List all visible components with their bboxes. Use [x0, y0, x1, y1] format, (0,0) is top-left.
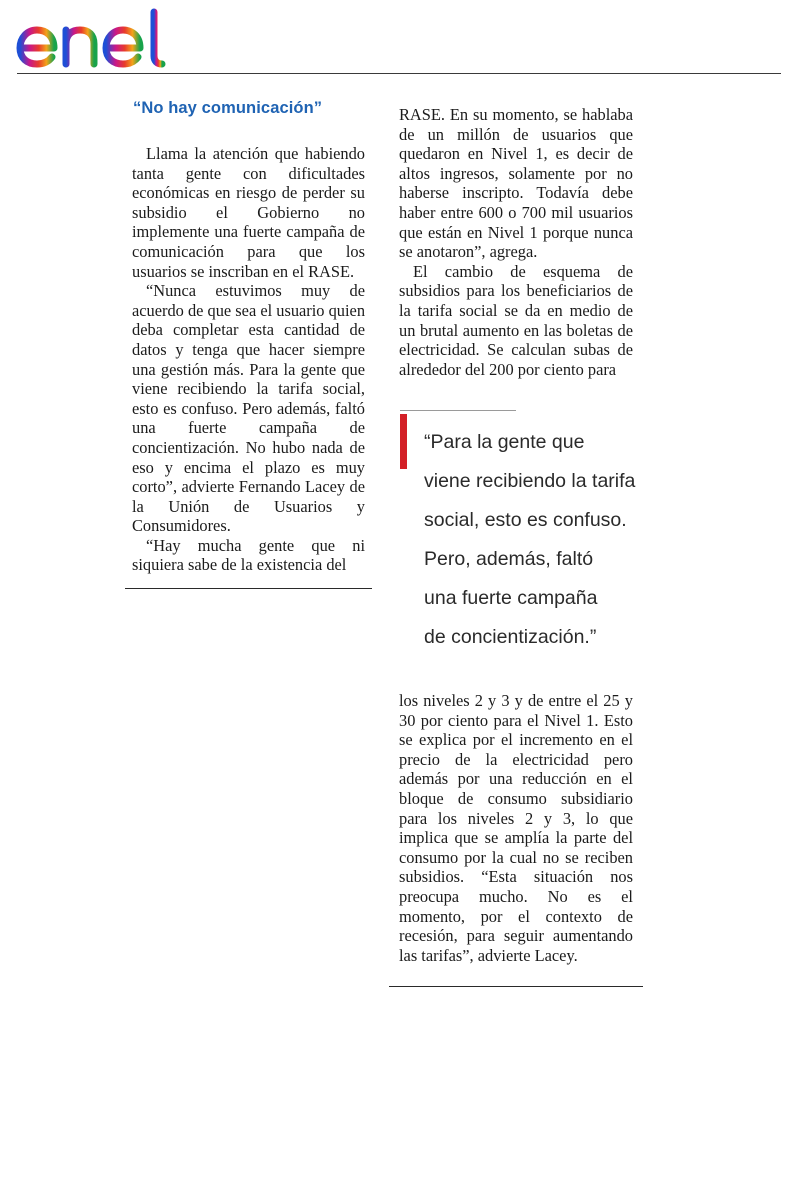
paragraph: El cambio de esquema de subsidios para los beneficiarios de la tarifa social se da en medio de un brutal aumento en las boletas de electricidad. Se calculan subas de alrededor del 200 por ciento para	[399, 261, 633, 379]
pullquote-line: “Para la gente que	[424, 431, 585, 453]
enel-logo-graphic	[14, 6, 184, 68]
pullquote-line: social, esto es confuso.	[424, 509, 627, 531]
pullquote-line: viene recibiendo la tarifa	[424, 470, 636, 492]
pullquote-line: una fuerte campaña	[424, 587, 598, 609]
column-1-end-rule	[125, 588, 372, 589]
pullquote-line: de concientización.”	[424, 626, 597, 648]
pullquote-line: Pero, además, faltó	[424, 548, 594, 570]
article-column-2-continued	[399, 691, 633, 965]
pullquote-accent-bar	[400, 414, 407, 469]
header-divider	[17, 73, 781, 74]
paragraph: “Hay mucha gente que ni siquiera sabe de la existencia del	[132, 535, 365, 575]
paragraph: los niveles 2 y 3 y de entre el 25 y 30 por ciento para el Nivel 1. Esto se explica por el incremento en el precio de la electricidad pero además por una reducción en el bloque de consumo subsidiario para los niveles 2 y 3, lo que implica que se amplía la parte del consumo por la cual no se reciben subsidios. “Esta situación nos preocupa mucho. No es el momento, por el contexto de recesión, para seguir aumentando las tarifas”, advierte Lacey.	[399, 691, 633, 965]
column-2-end-rule	[389, 986, 643, 987]
paragraph: Llama la atención que habiendo tanta gente con dificultades económicas en riesgo de perder su subsidio el Gobierno no implemente una fuerte campaña de comunicación para que los usuarios se inscriban en el RASE.	[132, 144, 365, 281]
article-column-1	[132, 144, 365, 575]
pullquote	[424, 423, 644, 657]
article-column-2	[399, 105, 633, 379]
section-heading: “No hay comunicación”	[133, 99, 323, 117]
pullquote-top-rule	[400, 410, 516, 411]
paragraph: RASE. En su momento, se hablaba de un millón de usuarios que quedaron en Nivel 1, es decir de altos ingresos, solamente por no haberse inscripto. Todavía debe haber entre 600 o 700 mil usuarios que están en Nivel 1 porque nunca se anotaron”, agrega.	[399, 105, 633, 262]
paragraph: “Nunca estuvimos muy de acuerdo de que sea el usuario quien deba completar esta cantidad de datos y tenga que hacer siempre una gestión más. Para la gente que viene recibiendo la tarifa social, esto es confuso. Pero además, faltó una fuerte campaña de concientización. No hubo nada de eso y encima el plazo es muy corto”, advierte Fernando Lacey de la Unión de Usuarios y Consumidores.	[132, 281, 366, 536]
enel-logo	[14, 6, 184, 73]
